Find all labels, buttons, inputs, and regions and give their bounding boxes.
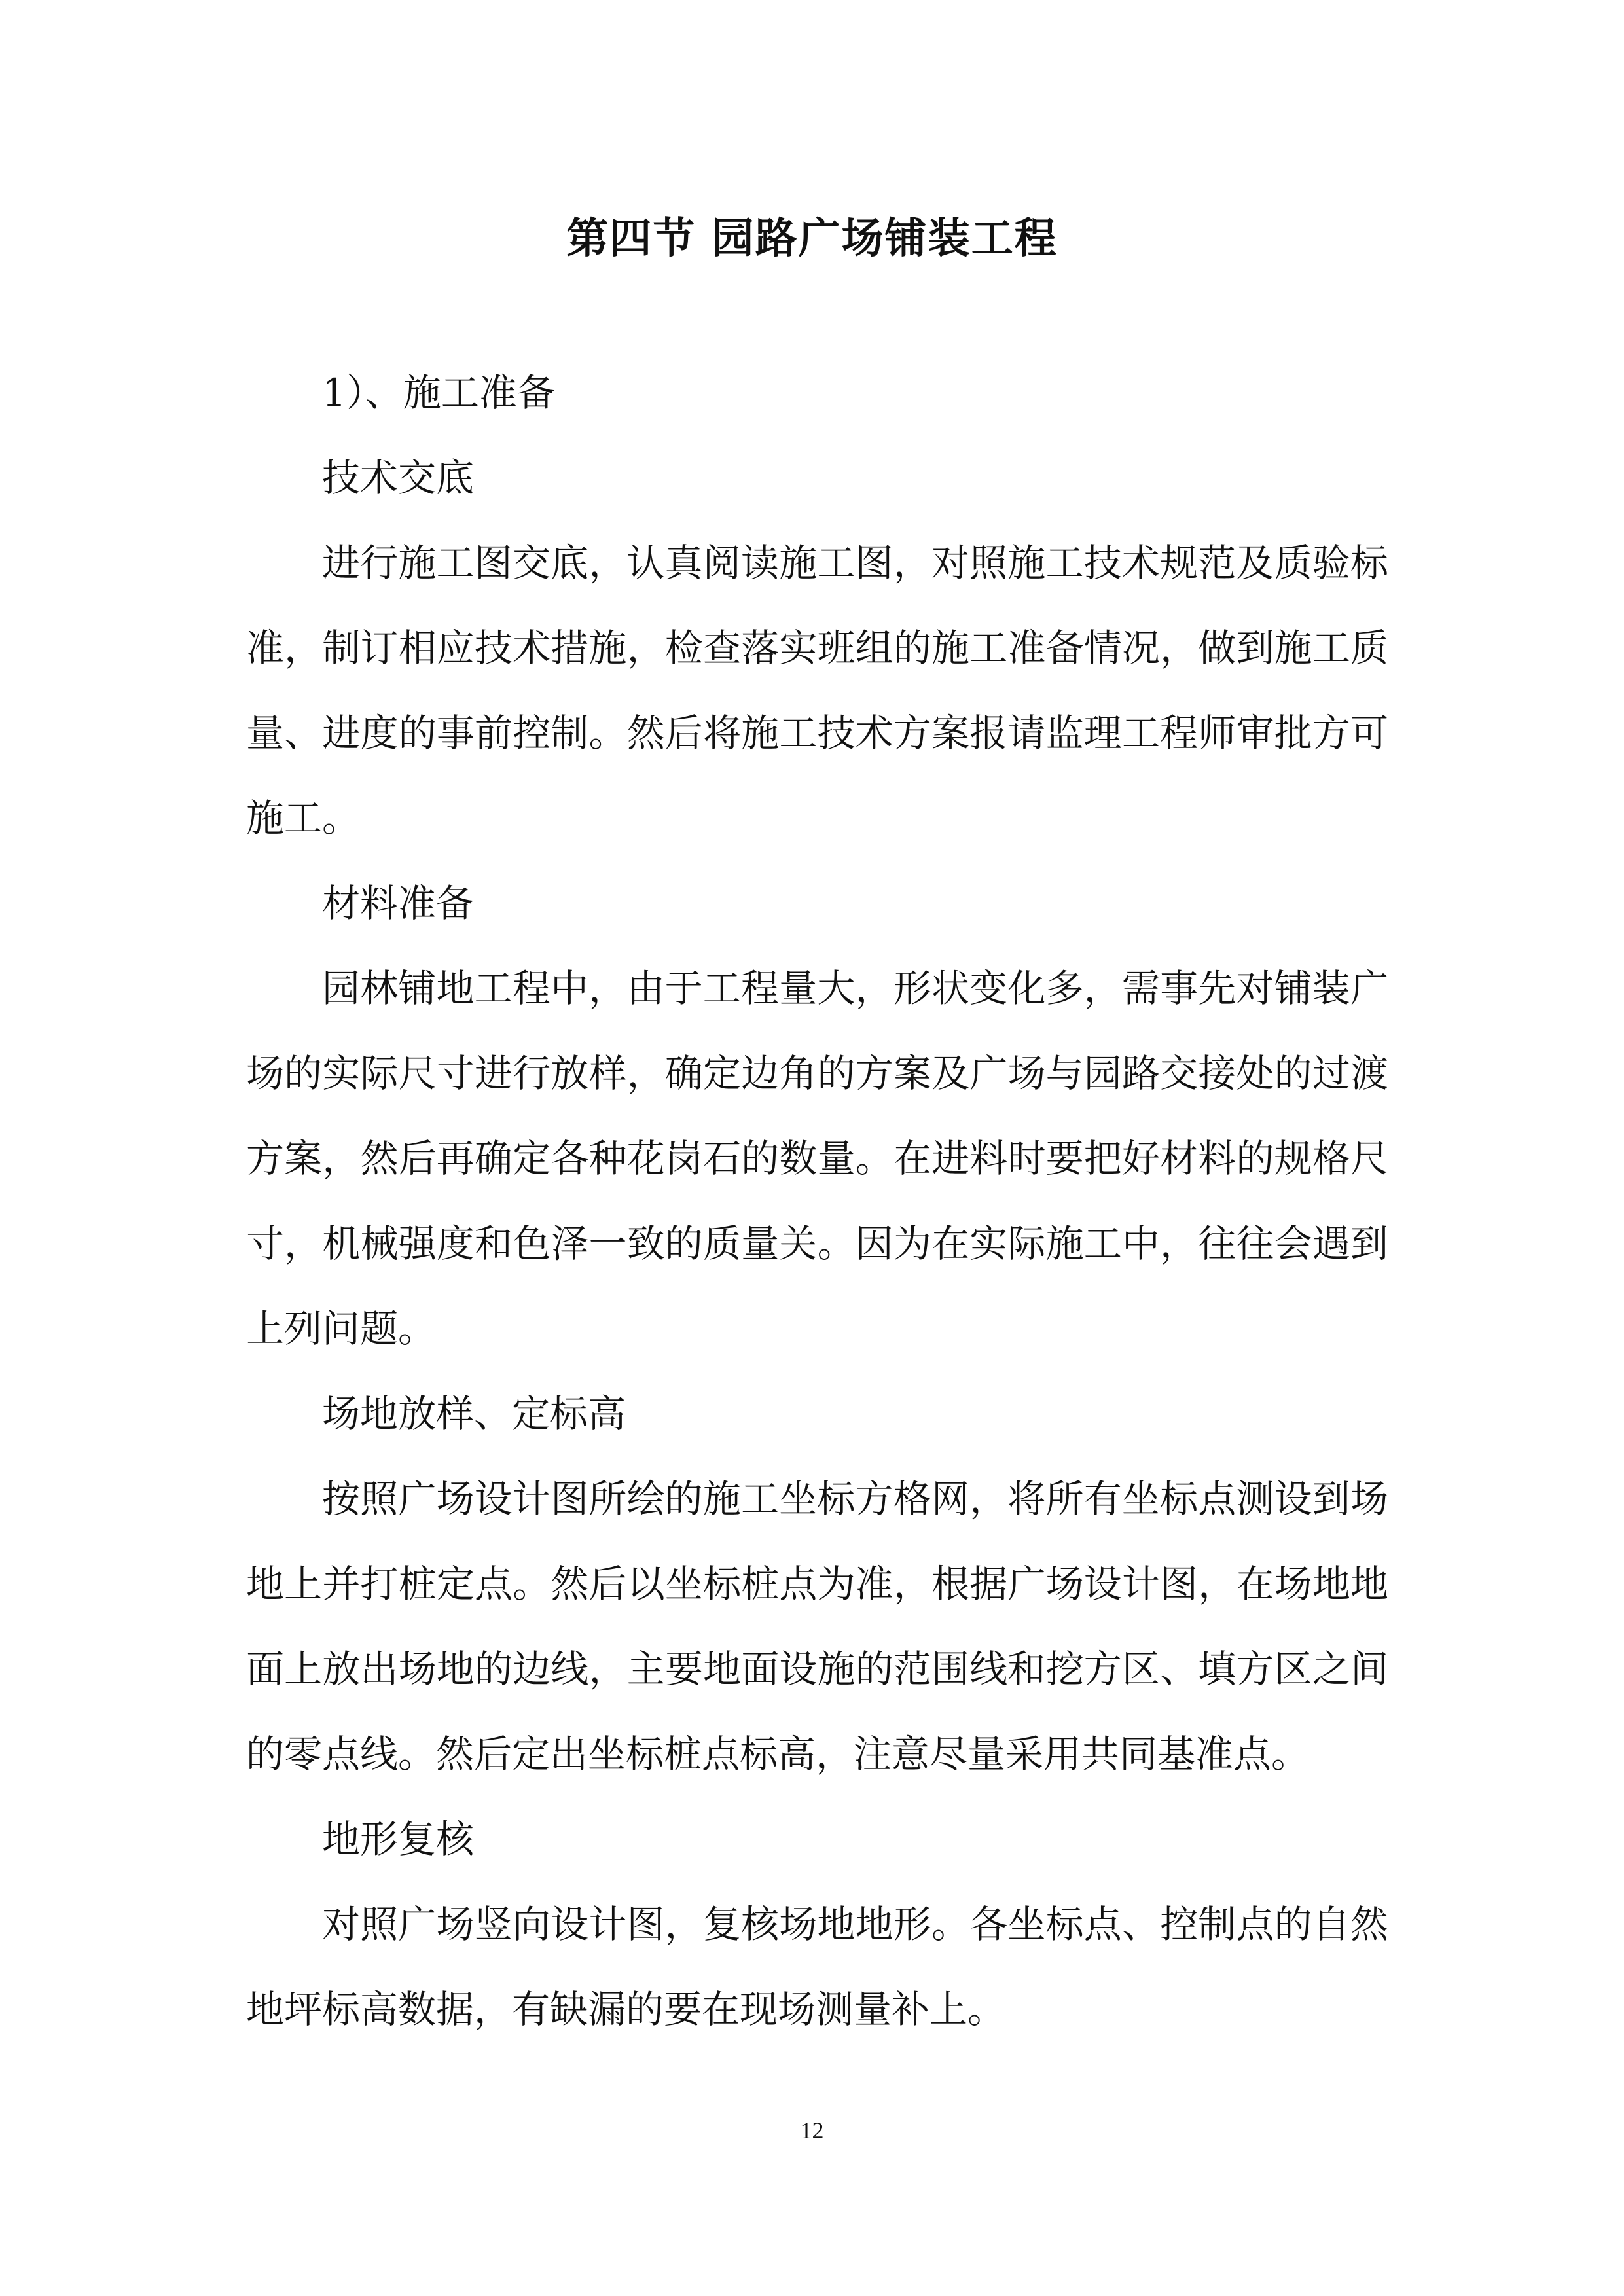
- page-number: 12: [800, 2117, 824, 2144]
- body-text: [246, 350, 1388, 2052]
- heading-construction-prep: 1）、施工准备: [322, 370, 555, 415]
- subheading-technical-briefing: 技术交底: [322, 456, 475, 500]
- paragraph-terrain-check: 对照广场竖向设计图，复核场地地形。各坐标点、控制点的自然地坪标高数据，有缺漏的要在现场测量补上。: [246, 1902, 1388, 2032]
- subheading-terrain-check: 地形复核: [322, 1817, 475, 1861]
- paragraph-technical-briefing: 进行施工图交底，认真阅读施工图，对照施工技术规范及质验标准，制订相应技术措施，检查落实班组的施工准备情况，做到施工质量、进度的事前控制。然后将施工技术方案报请监理工程师审批方可施工。: [246, 541, 1388, 840]
- paragraph-site-layout: 按照广场设计图所绘的施工坐标方格网，将所有坐标点测设到场地上并打桩定点。然后以坐标桩点为准，根据广场设计图，在场地地面上放出场地的边线，主要地面设施的范围线和挖方区、填方区之间的零点线。然后定出坐标桩点标高，注意尽量采用共同基准点。: [246, 1477, 1388, 1776]
- paragraph-material-prep: 园林铺地工程中，由于工程量大，形状变化多，需事先对铺装广场的实际尺寸进行放样，确定边角的方案及广场与园路交接处的过渡方案，然后再确定各种花岗石的数量。在进料时要把好材料的规格尺寸，机械强度和色泽一致的质量关。因为在实际施工中，往往会遇到上列问题。: [246, 966, 1388, 1351]
- subheading-site-layout: 场地放样、定标高: [322, 1391, 626, 1436]
- section-title: 第四节 园路广场铺装工程: [566, 215, 1058, 263]
- subheading-material-prep: 材料准备: [322, 881, 475, 925]
